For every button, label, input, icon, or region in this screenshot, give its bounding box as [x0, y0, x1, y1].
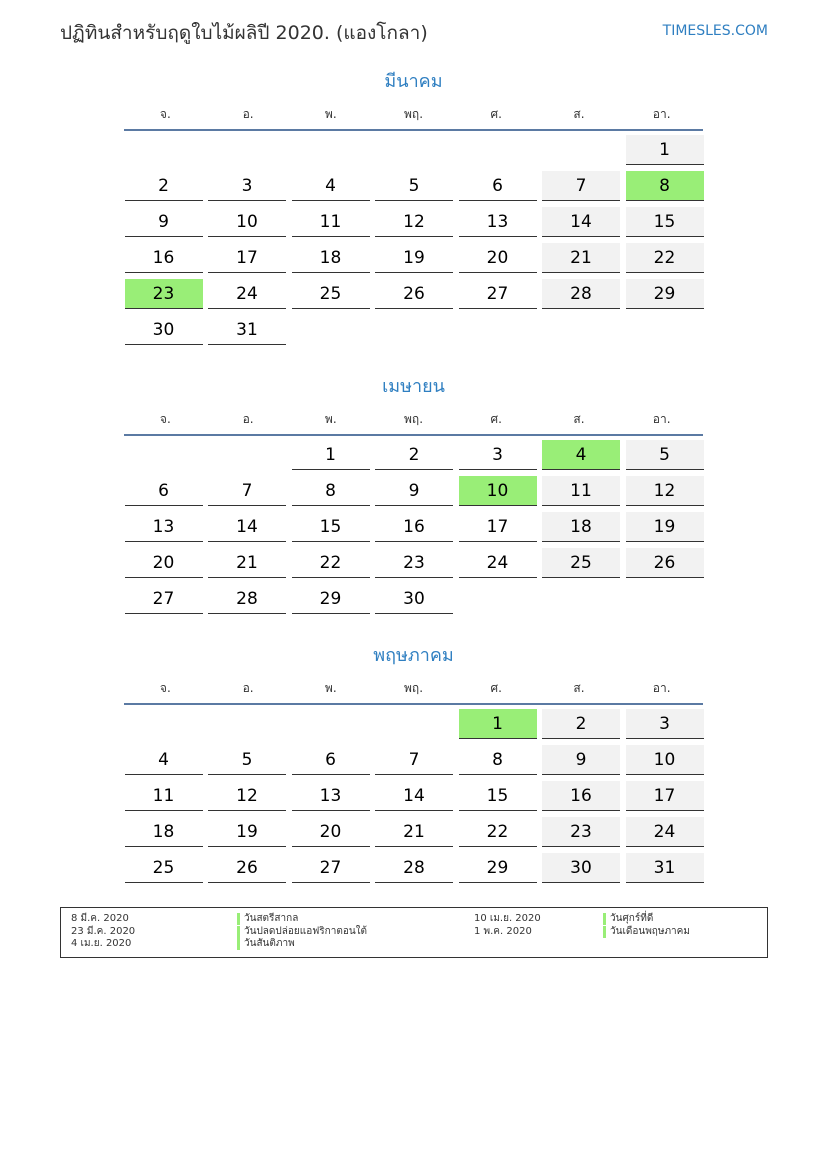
day-cell: 18: [542, 512, 620, 542]
day-cell: 29: [459, 853, 537, 883]
legend-date: 10 เม.ย. 2020: [474, 913, 541, 924]
day-cell: 1: [292, 440, 370, 470]
day-cell: 12: [375, 207, 453, 237]
weekday-label: ศ.: [490, 107, 502, 121]
day-cell: 26: [626, 548, 704, 578]
day-cell: 19: [208, 817, 286, 847]
day-cell: 14: [542, 207, 620, 237]
day-cell: 10: [208, 207, 286, 237]
holiday-legend: [60, 907, 768, 958]
day-cell: 17: [459, 512, 537, 542]
day-cell: 20: [459, 243, 537, 273]
day-cell: 23: [542, 817, 620, 847]
day-cell: 2: [542, 709, 620, 739]
legend-holiday-name: วันสตรีสากล: [237, 913, 298, 925]
day-cell: 19: [626, 512, 704, 542]
day-cell: 4: [292, 171, 370, 201]
month-title: พฤษภาคม: [373, 645, 454, 666]
day-grid: [124, 135, 703, 351]
day-cell: 25: [125, 853, 203, 883]
weekday-label: อ.: [242, 681, 254, 695]
day-cell: 27: [459, 279, 537, 309]
day-cell: 23: [375, 548, 453, 578]
weekday-header: [124, 102, 703, 127]
day-cell: 30: [125, 315, 203, 345]
day-cell: 10: [626, 745, 704, 775]
day-cell: 24: [459, 548, 537, 578]
day-cell: 24: [626, 817, 704, 847]
day-cell: 3: [459, 440, 537, 470]
day-cell: 2: [125, 171, 203, 201]
day-cell: 26: [208, 853, 286, 883]
day-cell: 9: [542, 745, 620, 775]
day-cell: 15: [459, 781, 537, 811]
day-cell: 6: [459, 171, 537, 201]
day-cell: 6: [292, 745, 370, 775]
header-divider: [124, 703, 703, 705]
day-cell: 28: [208, 584, 286, 614]
legend-date: 23 มี.ค. 2020: [71, 926, 136, 937]
day-cell: 25: [542, 548, 620, 578]
day-cell: 16: [542, 781, 620, 811]
weekday-label: ส.: [573, 107, 585, 121]
weekday-label: จ.: [159, 107, 171, 121]
holiday-day-cell: 23: [125, 279, 203, 309]
legend-date: 8 มี.ค. 2020: [71, 913, 129, 924]
day-cell: 20: [292, 817, 370, 847]
day-cell: 11: [125, 781, 203, 811]
day-cell: 30: [542, 853, 620, 883]
day-cell: 5: [208, 745, 286, 775]
weekday-label: จ.: [159, 412, 171, 426]
weekday-label: ส.: [573, 681, 585, 695]
month-title: เมษายน: [382, 376, 445, 397]
day-cell: 9: [125, 207, 203, 237]
day-cell: 21: [208, 548, 286, 578]
day-cell: 18: [292, 243, 370, 273]
day-cell: 13: [459, 207, 537, 237]
weekday-header: [124, 407, 703, 432]
weekday-label: พ.: [324, 107, 337, 121]
weekday-label: อ.: [242, 107, 254, 121]
day-cell: 22: [459, 817, 537, 847]
day-cell: 8: [292, 476, 370, 506]
legend-date: 4 เม.ย. 2020: [71, 938, 132, 949]
day-cell: 15: [626, 207, 704, 237]
day-cell: 5: [626, 440, 704, 470]
day-cell: 20: [125, 548, 203, 578]
holiday-day-cell: 4: [542, 440, 620, 470]
day-cell: 28: [375, 853, 453, 883]
day-cell: 29: [292, 584, 370, 614]
month-march: [124, 70, 703, 351]
weekday-header: [124, 676, 703, 701]
month-april: [124, 375, 703, 620]
day-cell: 16: [125, 243, 203, 273]
day-cell: 15: [292, 512, 370, 542]
legend-holiday-name: วันสันติภาพ: [237, 938, 295, 950]
day-cell: 31: [626, 853, 704, 883]
day-cell: 9: [375, 476, 453, 506]
day-grid: [124, 440, 703, 620]
weekday-label: พ.: [324, 681, 337, 695]
day-cell: 6: [125, 476, 203, 506]
day-cell: 22: [626, 243, 704, 273]
header-divider: [124, 434, 703, 436]
day-cell: 24: [208, 279, 286, 309]
month-title: มีนาคม: [384, 71, 443, 92]
day-cell: 11: [542, 476, 620, 506]
page-title: ปฏิทินสำหรับฤดูใบไม้ผลิปี 2020. (แองโกลา): [60, 22, 428, 44]
day-cell: 3: [626, 709, 704, 739]
day-cell: 22: [292, 548, 370, 578]
legend-holiday-name: วันเดือนพฤษภาคม: [603, 926, 690, 938]
weekday-label: อ.: [242, 412, 254, 426]
day-cell: 25: [292, 279, 370, 309]
weekday-label: ศ.: [490, 412, 502, 426]
day-cell: 17: [626, 781, 704, 811]
holiday-day-cell: 10: [459, 476, 537, 506]
day-cell: 5: [375, 171, 453, 201]
day-cell: 3: [208, 171, 286, 201]
day-cell: 7: [542, 171, 620, 201]
site-link[interactable]: TIMESLES.COM: [662, 23, 768, 39]
day-cell: 21: [375, 817, 453, 847]
header-divider: [124, 129, 703, 131]
day-cell: 30: [375, 584, 453, 614]
day-cell: 14: [375, 781, 453, 811]
day-cell: 21: [542, 243, 620, 273]
weekday-label: พฤ.: [404, 107, 424, 121]
holiday-day-cell: 1: [459, 709, 537, 739]
day-cell: 31: [208, 315, 286, 345]
day-cell: 28: [542, 279, 620, 309]
weekday-label: จ.: [159, 681, 171, 695]
day-cell: 16: [375, 512, 453, 542]
weekday-label: ส.: [573, 412, 585, 426]
weekday-label: อา.: [652, 412, 671, 426]
legend-date: 1 พ.ค. 2020: [474, 926, 532, 937]
day-cell: 12: [626, 476, 704, 506]
weekday-label: พฤ.: [404, 412, 424, 426]
weekday-label: พ.: [324, 412, 337, 426]
weekday-label: อา.: [652, 107, 671, 121]
day-cell: 1: [626, 135, 704, 165]
day-cell: 13: [125, 512, 203, 542]
weekday-label: อา.: [652, 681, 671, 695]
day-cell: 7: [375, 745, 453, 775]
day-cell: 14: [208, 512, 286, 542]
legend-holiday-name: วันปลดปล่อยแอฟริกาตอนใต้: [237, 926, 367, 938]
holiday-day-cell: 8: [626, 171, 704, 201]
day-cell: 27: [292, 853, 370, 883]
legend-holiday-name: วันศุกร์ที่ดี: [603, 913, 653, 925]
day-cell: 2: [375, 440, 453, 470]
day-cell: 12: [208, 781, 286, 811]
day-cell: 7: [208, 476, 286, 506]
weekday-label: ศ.: [490, 681, 502, 695]
day-cell: 4: [125, 745, 203, 775]
day-cell: 17: [208, 243, 286, 273]
day-cell: 27: [125, 584, 203, 614]
day-cell: 11: [292, 207, 370, 237]
day-grid: [124, 709, 703, 889]
day-cell: 13: [292, 781, 370, 811]
day-cell: 29: [626, 279, 704, 309]
day-cell: 19: [375, 243, 453, 273]
day-cell: 8: [459, 745, 537, 775]
day-cell: 18: [125, 817, 203, 847]
day-cell: 26: [375, 279, 453, 309]
month-may: [124, 644, 703, 889]
weekday-label: พฤ.: [404, 681, 424, 695]
